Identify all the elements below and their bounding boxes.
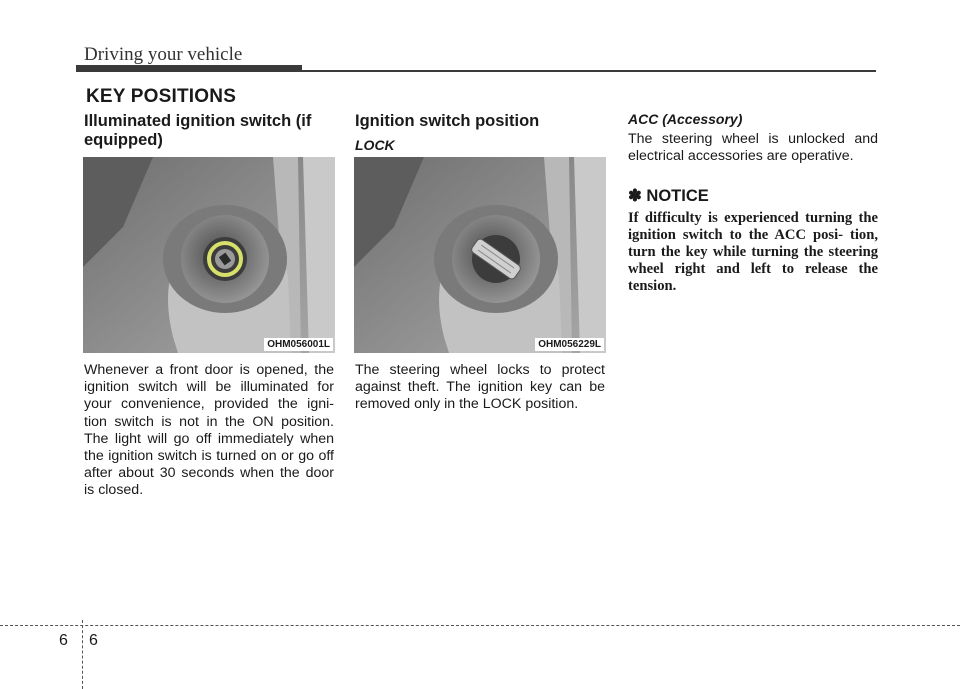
figure-lock-position — [354, 157, 606, 353]
ignition-position-heading: Ignition switch position — [355, 112, 540, 130]
notice-title: ✽ NOTICE — [628, 187, 709, 205]
illuminated-switch-body: Whenever a front door is opened, the ignition switch will be illuminated for your convenience, provided the igni- tion switch is not in the ON position. The light will go off immediately when the ignition switch is turned on or go off after about 30 seconds when the door is closed. — [84, 362, 334, 499]
header-rule-thick — [76, 65, 302, 72]
illuminated-switch-heading: Illuminated ignition switch (if equipped) — [84, 112, 312, 149]
section-title: KEY POSITIONS — [86, 86, 237, 107]
lock-subheading: LOCK — [355, 137, 395, 153]
ignition-key-lock-icon — [354, 157, 606, 353]
chapter-title: Driving your vehicle — [84, 44, 243, 65]
illuminated-ignition-switch-icon — [83, 157, 335, 353]
footer-divider — [82, 620, 83, 689]
footer-rule — [0, 625, 960, 626]
figure-code: OHM056001L — [264, 338, 333, 351]
chapter-number: 6 — [59, 632, 68, 649]
page-number: 6 — [89, 632, 98, 649]
figure-illuminated-switch — [83, 157, 335, 353]
acc-subheading: ACC (Accessory) — [628, 111, 743, 127]
acc-body: The steering wheel is unlocked and electrical accessories are operative. — [628, 131, 878, 165]
notice-text: If difficulty is experienced turning the ignition switch to the ACC posi- tion, turn the key while turning the steering wheel right and left to release the tension. — [628, 210, 878, 294]
header-rule-thin — [302, 70, 876, 72]
figure-code: OHM056229L — [535, 338, 604, 351]
lock-body: The steering wheel locks to protect against theft. The ignition key can be removed only in the LOCK position. — [355, 362, 605, 413]
